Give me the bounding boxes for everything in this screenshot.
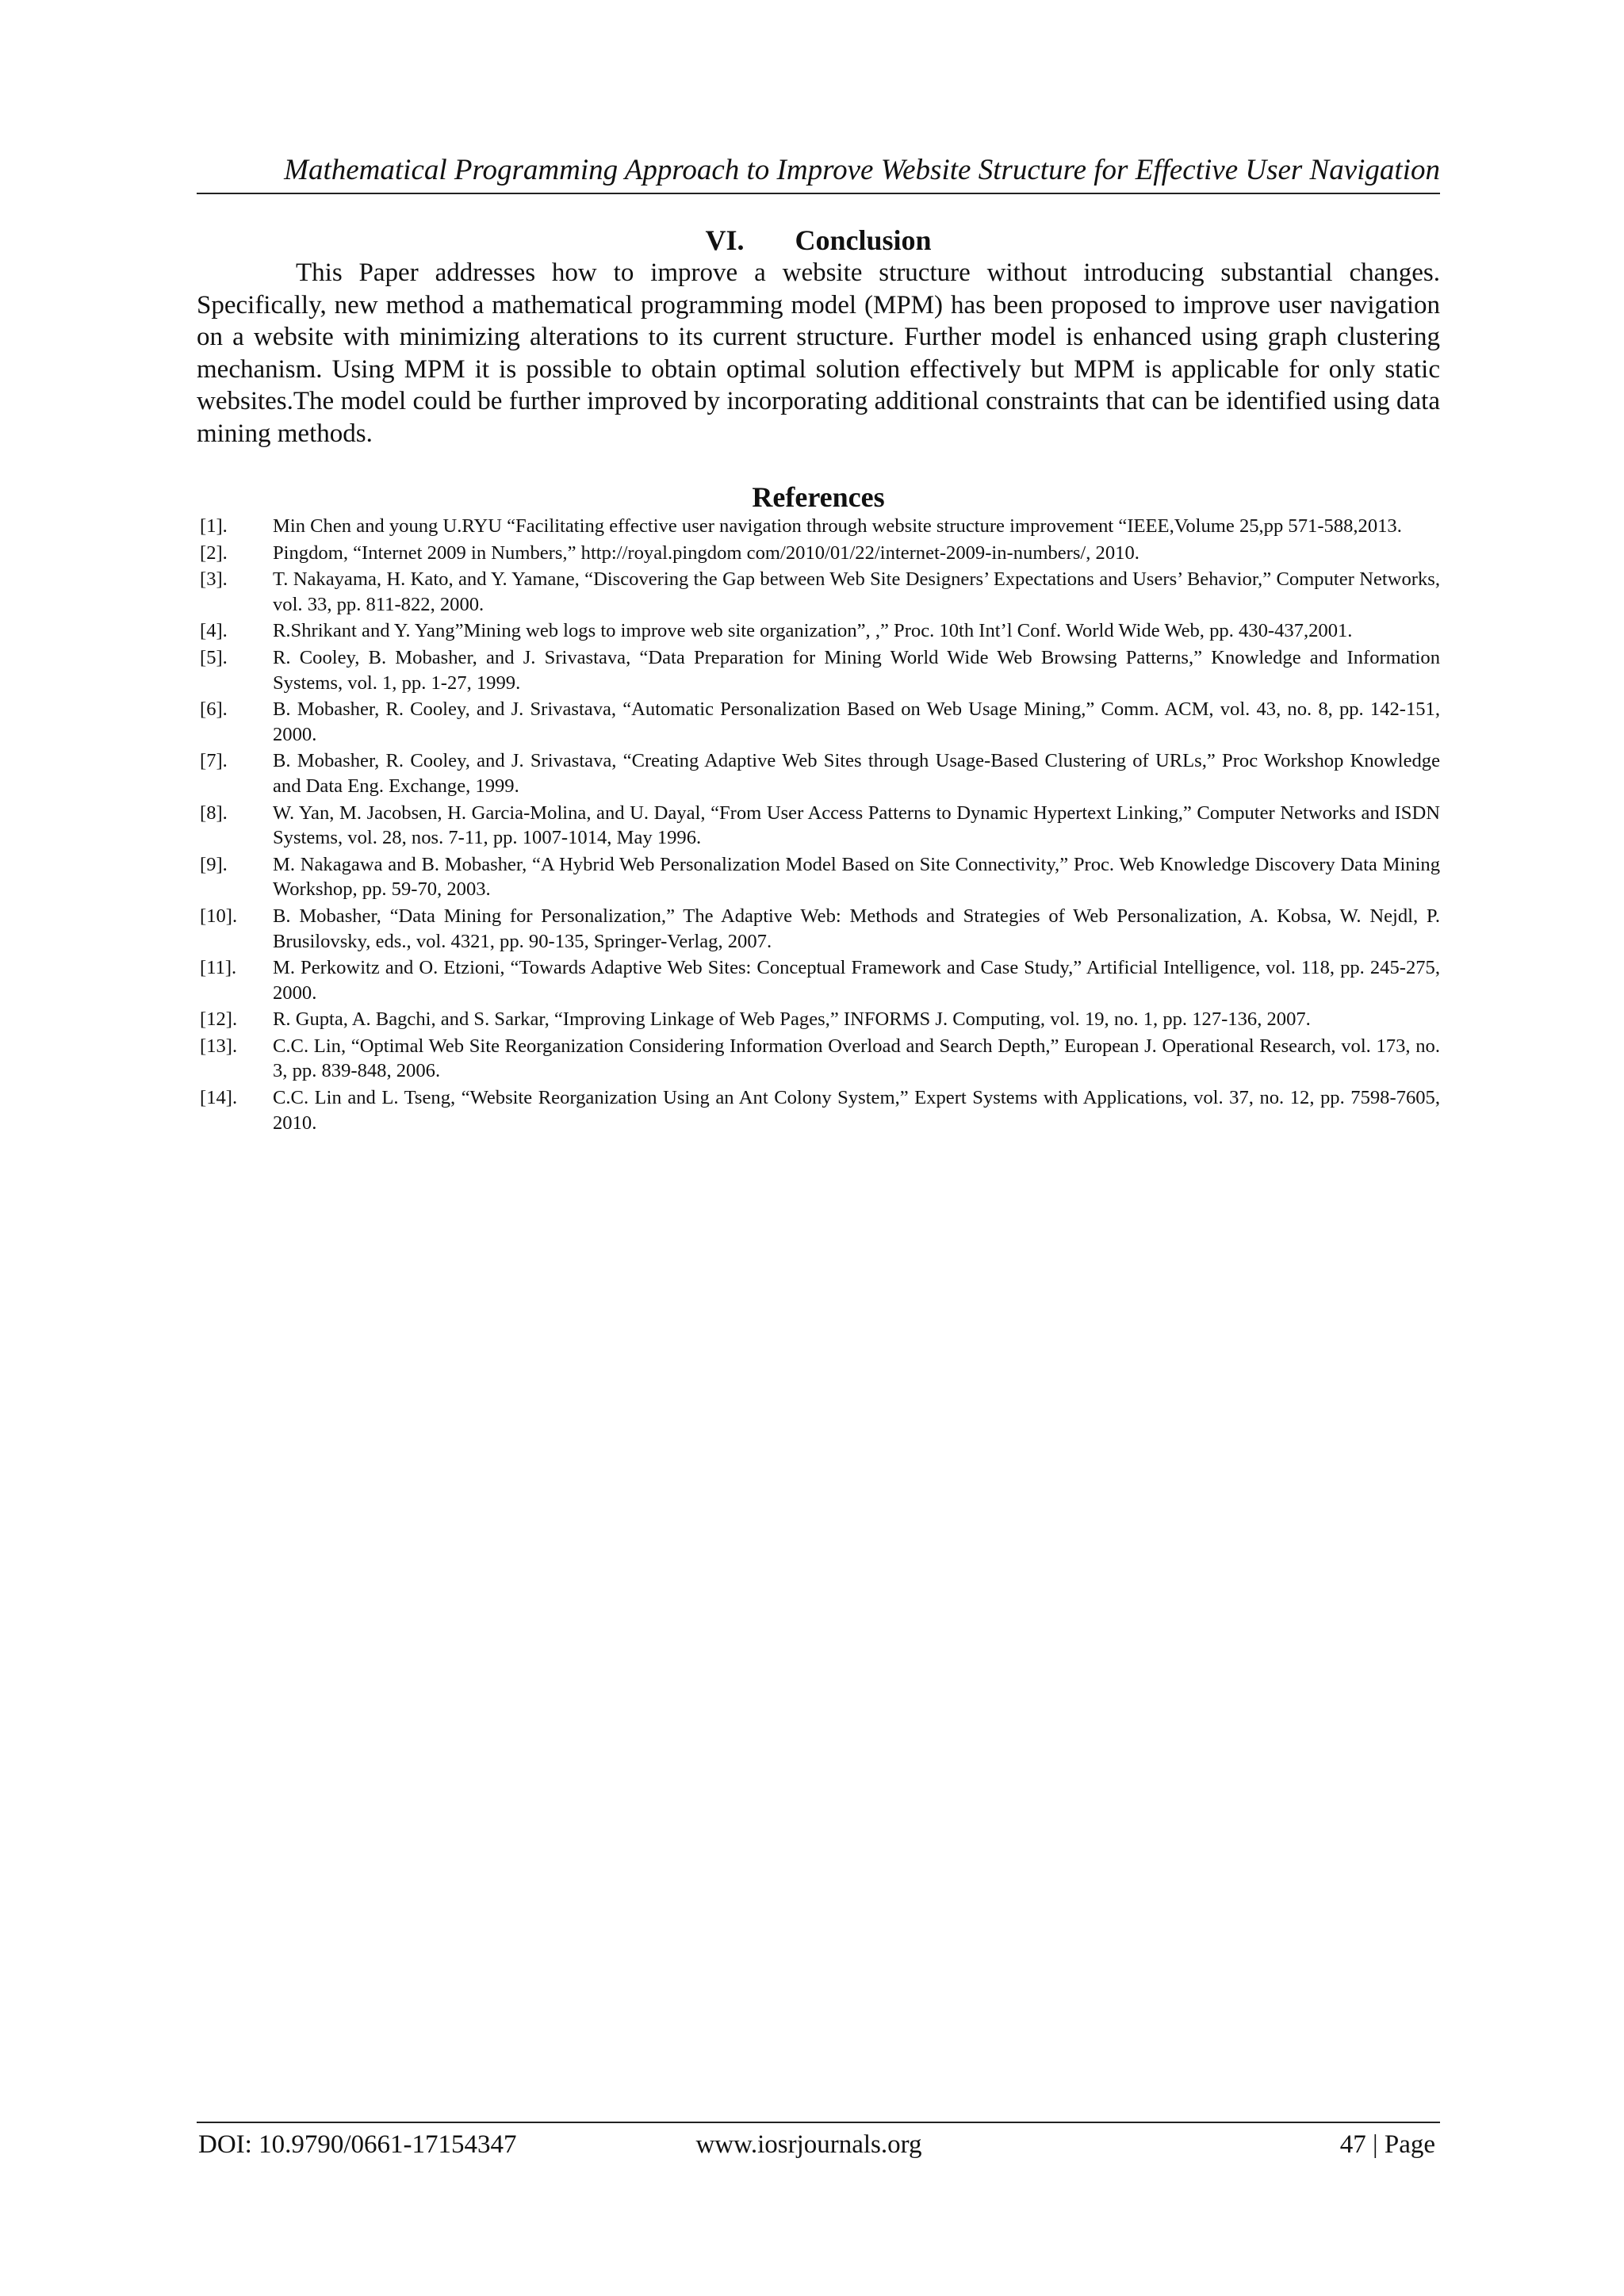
reference-item — [197, 645, 1440, 695]
running-header: Mathematical Programming Approach to Improve Website Structure for Effective User Navigation — [284, 154, 1440, 186]
reference-number: [10]. — [200, 905, 238, 927]
reference-text: R. Gupta, A. Bagchi, and S. Sarkar, “Improving Linkage of Web Pages,” INFORMS J. Computing, vol. 19, no. 1, pp. 127-136, 2007. — [273, 1008, 1311, 1031]
reference-item — [197, 1034, 1440, 1084]
reference-item — [197, 955, 1440, 1005]
reference-text: B. Mobasher, “Data Mining for Personalization,” The Adaptive Web: Methods and Strategies of Web Personalization, A. Kobsa, W. Nejdl, P. Brusilovsky, eds., vol. 4321, pp. 90-135, Springer-Verlag, 2007. — [273, 905, 1440, 952]
reference-text: R. Cooley, B. Mobasher, and J. Srivastava, “Data Preparation for Mining World Wide Web Browsing Patterns,” Knowledge and Information Systems, vol. 1, pp. 1-27, 1999. — [273, 646, 1440, 694]
footer-rule — [197, 2122, 1440, 2123]
reference-number: [6]. — [200, 698, 228, 721]
footer-page-number: 47 | Page — [1339, 2130, 1435, 2159]
reference-list — [197, 514, 1440, 1137]
reference-item — [197, 618, 1440, 644]
references-heading: References — [752, 481, 885, 513]
reference-number: [9]. — [200, 853, 228, 875]
reference-number: [7]. — [200, 750, 228, 772]
reference-number: [12]. — [200, 1008, 238, 1031]
reference-item — [197, 801, 1440, 851]
reference-text: C.C. Lin, “Optimal Web Site Reorganization Considering Information Overload and Search Depth,” European J. Operational Research, vol. 173, no. 3, pp. 839-848, 2006. — [273, 1035, 1440, 1082]
reference-item — [197, 567, 1440, 617]
reference-text: M. Nakagawa and B. Mobasher, “A Hybrid Web Personalization Model Based on Site Connectivity,” Proc. Web Knowledge Discovery Data Mining Workshop, pp. 59-70, 2003. — [273, 853, 1440, 901]
conclusion-heading — [197, 222, 1440, 258]
reference-number: [13]. — [200, 1035, 238, 1057]
reference-number: [4]. — [200, 620, 228, 642]
reference-number: [2]. — [200, 541, 228, 564]
section-title: Conclusion — [795, 224, 932, 256]
reference-item — [197, 1007, 1440, 1032]
reference-text: T. Nakayama, H. Kato, and Y. Yamane, “Discovering the Gap between Web Site Designers’ Expectations and Users’ Behavior,” Computer Networks, vol. 33, pp. 811-822, 2000. — [273, 568, 1440, 615]
reference-text: Pingdom, “Internet 2009 in Numbers,” http://royal.pingdom com/2010/01/22/internet-2009-in-numbers/, 2010. — [273, 541, 1139, 564]
conclusion-paragraph: This Paper addresses how to improve a website structure without introducing substantial changes. Specifically, new method a mathematical programming model (MPM) has been proposed to improve user navigation on a website with minimizing alterations to its current structure. Further model is enhanced using graph clustering mechanism. Using MPM it is possible to obtain optimal solution effectively but MPM is applicable for only static websites.The model could be further improved by incorporating additional constraints that can be identified using data mining methods. — [197, 258, 1440, 448]
reference-item — [197, 904, 1440, 954]
reference-item — [197, 541, 1440, 566]
reference-text: C.C. Lin and L. Tseng, “Website Reorganization Using an Ant Colony System,” Expert Systems with Applications, vol. 37, no. 12, pp. 7598-7605, 2010. — [273, 1087, 1440, 1134]
section-number: VI. — [705, 224, 745, 256]
reference-number: [3]. — [200, 568, 228, 591]
reference-item — [197, 514, 1440, 539]
reference-number: [8]. — [200, 802, 228, 824]
reference-number: [5]. — [200, 646, 228, 668]
reference-number: [11]. — [200, 957, 237, 979]
reference-item — [197, 1085, 1440, 1135]
header-rule — [197, 193, 1440, 194]
reference-item — [197, 748, 1440, 798]
reference-text: W. Yan, M. Jacobsen, H. Garcia-Molina, and U. Dayal, “From User Access Patterns to Dynamic Hypertext Linking,” Computer Networks and ISDN Systems, vol. 28, nos. 7-11, pp. 1007-1014, May 1996. — [273, 802, 1440, 849]
reference-text: B. Mobasher, R. Cooley, and J. Srivastava, “Creating Adaptive Web Sites through Usage-Based Clustering of URLs,” Proc Workshop Knowledge and Data Eng. Exchange, 1999. — [273, 750, 1440, 797]
reference-text: B. Mobasher, R. Cooley, and J. Srivastava, “Automatic Personalization Based on Web Usage Mining,” Comm. ACM, vol. 43, no. 8, pp. 142-151, 2000. — [273, 698, 1440, 745]
reference-number: [14]. — [200, 1087, 238, 1109]
reference-text: Min Chen and young U.RYU “Facilitating effective user navigation through website structure improvement “IEEE,Volume 25,pp 571-588,2013. — [273, 515, 1402, 537]
footer-website-link[interactable]: www.iosrjournals.org — [695, 2130, 922, 2159]
reference-item — [197, 852, 1440, 902]
reference-text: M. Perkowitz and O. Etzioni, “Towards Adaptive Web Sites: Conceptual Framework and Case Study,” Artificial Intelligence, vol. 118, pp. 245-275, 2000. — [273, 957, 1440, 1004]
reference-item — [197, 697, 1440, 747]
reference-text: R.Shrikant and Y. Yang”Mining web logs to improve web site organization”, ,” Proc. 10th Int’l Conf. World Wide Web, pp. 430-437,2001. — [273, 620, 1353, 642]
reference-number: [1]. — [200, 515, 228, 537]
footer-doi: DOI: 10.9790/0661-17154347 — [198, 2130, 517, 2159]
